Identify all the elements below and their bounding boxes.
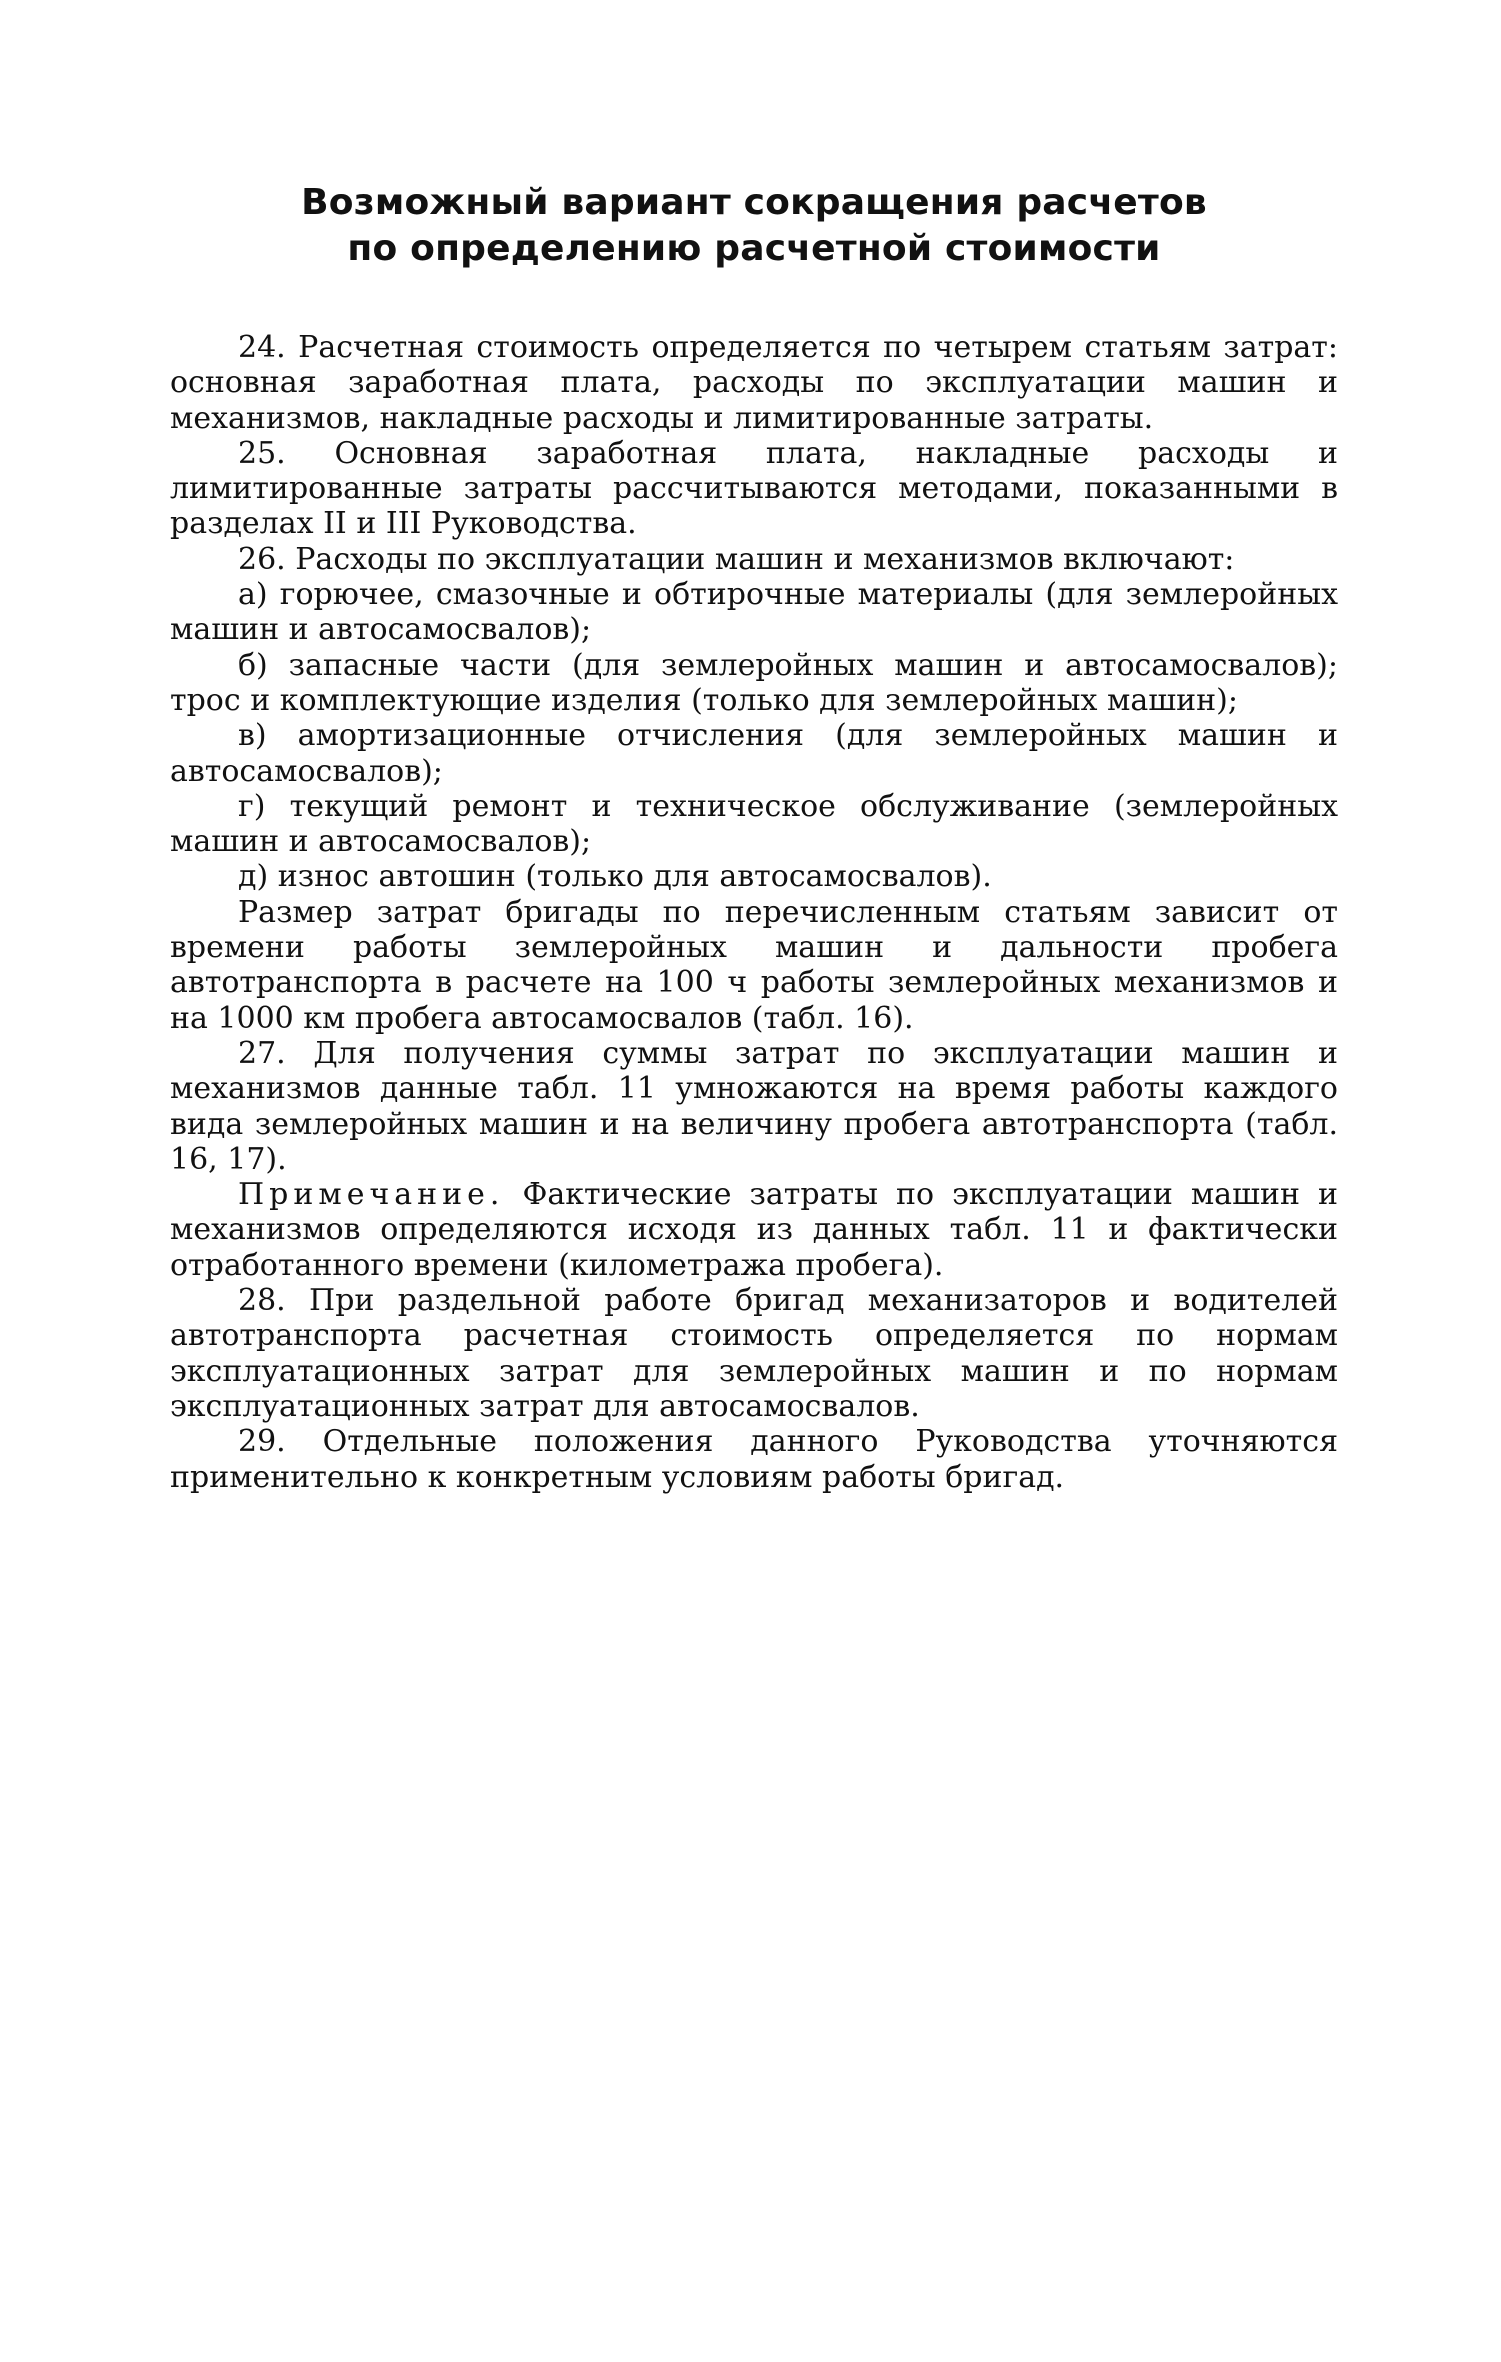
note-paragraph [170, 1177, 1338, 1283]
note-label: Примечание. [238, 1177, 505, 1213]
section-title [170, 180, 1338, 272]
paragraph-29: 29. Отдельные положения данного Руководства уточняются применительно к конкретным условиям работы бригад. [170, 1424, 1338, 1495]
list-item-a: а) горючее, смазочные и обтирочные материалы (для землеройных машин и автосамосвалов); [170, 577, 1338, 648]
list-item-d: д) износ автошин (только для автосамосвалов). [238, 859, 992, 895]
paragraph-24: 24. Расчетная стоимость определяется по четырем статьям затрат: основная заработная плата, расходы по эксплуатации машин и механизмов, накладные расходы и лимитированные затраты. [170, 330, 1338, 436]
paragraph-27: 27. Для получения суммы затрат по эксплуатации машин и механизмов данные табл. 11 умножаются на время работы каждого вида землеройных машин и на величину пробега автотранспорта (табл. 16, 17). [170, 1035, 1338, 1177]
paragraph-28: 28. При раздельной работе бригад механизаторов и водителей автотранспорта расчетная стоимость определяется по нормам эксплуатационных затрат для землеройных машин и по нормам эксплуатационных затрат для автосамосвалов. [170, 1283, 1338, 1424]
paragraph-25: 25. Основная заработная плата, накладные расходы и лимитированные затраты рассчитываются методами, показанными в разделах II и III Руководства. [170, 435, 1338, 542]
section-title-line-2: по определению расчетной стоимости [347, 228, 1161, 269]
document-page [170, 180, 1338, 1495]
paragraph-cost-size: Размер затрат бригады по перечисленным статьям зависит от времени работы землеройных машин и дальности пробега автотранспорта в расчете на 100 ч работы землеройных механизмов и на 1000 км пробега автосамосвалов (табл. 16). [170, 894, 1338, 1036]
paragraph-26: 26. Расходы по эксплуатации машин и механизмов включают: [238, 541, 1235, 577]
section-title-line-1: Возможный вариант сокращения расчетов [301, 182, 1207, 223]
note-text: Фактические затраты по эксплуатации машин и механизмов определяются исходя из данных табл. 11 и фактически отработанного времени (километража пробега). [170, 1177, 1338, 1283]
list-item-v: в) амортизационные отчисления (для землеройных машин и автосамосвалов); [170, 718, 1338, 789]
list-item-b: б) запасные части (для землеройных машин и автосамосвалов); трос и комплектующие изделия (только для землеройных машин); [170, 647, 1338, 718]
list-item-g: г) текущий ремонт и техническое обслуживание (землеройных машин и автосамосвалов); [170, 788, 1338, 860]
